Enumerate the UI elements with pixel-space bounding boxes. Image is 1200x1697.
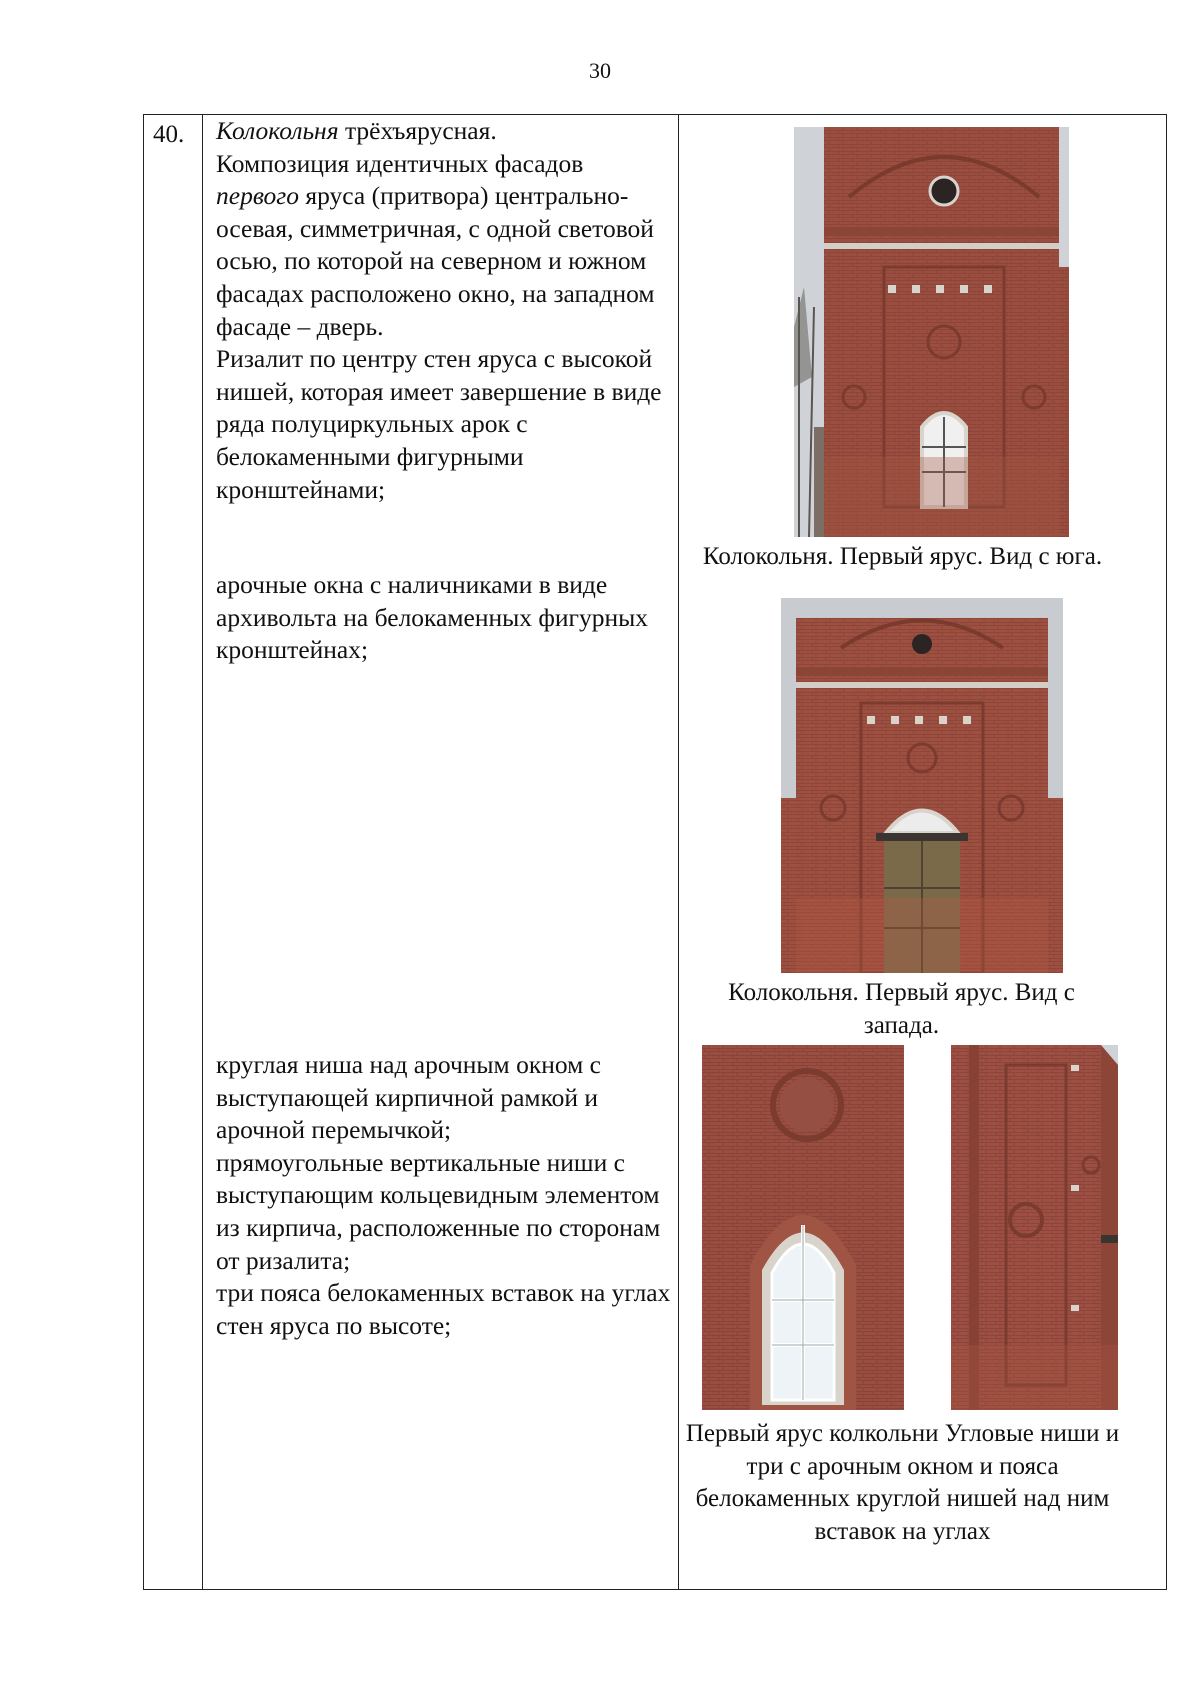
composition-line: Композиция идентичных фасадов bbox=[216, 148, 584, 178]
south-view-photo bbox=[794, 127, 1069, 537]
vertical-niches-paragraph: прямоугольные вертикальные ниши с выступающим кольцевидным элементом из кирпича, расположенные по сторонам от ризалита; bbox=[216, 1147, 661, 1275]
table-row bbox=[144, 115, 1167, 1590]
row-number: 40. bbox=[153, 121, 185, 148]
images-cell bbox=[679, 115, 1167, 1590]
title-rest: трёхъярусная. bbox=[338, 116, 497, 145]
round-niche-paragraph: круглая ниша над арочным окном с выступающей кирпичной рамкой и арочной перемычкой; bbox=[216, 1050, 601, 1145]
composition-rest: яруса (притвора) центрально-осевая, симметричная, с одной световой осью, по которой на северном и южном фасадах расположено окно, на западном фасаде – дверь. bbox=[216, 181, 655, 341]
arched-window-detail-photo bbox=[702, 1045, 904, 1410]
west-view-caption: Колокольня. Первый ярус. Вид с запада. bbox=[728, 979, 1075, 1039]
west-view-photo bbox=[781, 598, 1063, 973]
row-number-cell bbox=[144, 115, 203, 1590]
risalit-paragraph: Ризалит по центру стен яруса с высокой нишей, которая имеет завершение в виде ряда полуциркульных арок с белокаменными фигурными кронштейнами; bbox=[216, 344, 662, 504]
south-view-caption: Колокольня. Первый ярус. Вид с юга. bbox=[702, 543, 1103, 570]
windows-paragraph: арочные окна с наличниками в виде архивольта на белокаменных фигурных кронштейнах; bbox=[216, 570, 649, 665]
stone-belts-paragraph: три пояса белокаменных вставок на углах стен яруса по высоте; bbox=[216, 1278, 671, 1340]
page-number: 30 bbox=[589, 58, 611, 83]
description-block-1 bbox=[216, 115, 676, 506]
corner-niches-detail-photo bbox=[951, 1045, 1118, 1410]
monument-table bbox=[143, 114, 1167, 1590]
title-italic: Колокольня bbox=[216, 116, 339, 145]
description-block-2 bbox=[216, 569, 676, 667]
description-block-3 bbox=[216, 1049, 676, 1342]
first-tier-italic: первого bbox=[216, 181, 299, 211]
details-caption: Первый ярус колкольни Угловые ниши и три с арочным окном и пояса белокаменных круглой нишей над ним вставок на углах bbox=[685, 1420, 1120, 1545]
description-cell bbox=[203, 115, 679, 1590]
